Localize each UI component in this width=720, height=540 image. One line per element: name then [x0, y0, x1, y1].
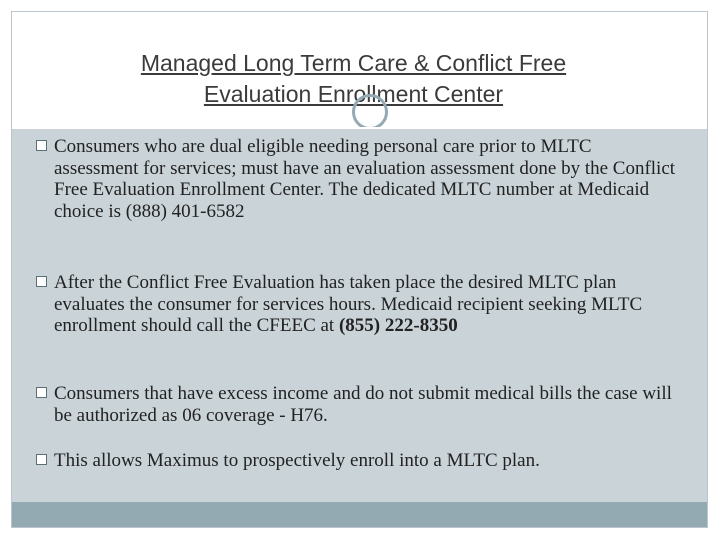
title-line-2: Evaluation Enrollment Center [203, 81, 504, 107]
bullet-text: This allows Maximus to prospectively enroll into a MLTC plan. [54, 450, 540, 471]
bullet-item-1 [36, 136, 676, 222]
title-line-1: Managed Long Term Care & Conflict Free [140, 50, 567, 76]
bullet-text: Consumers that have excess income and do not submit medical bills the case will be authorized as 06 coverage - H76. [54, 383, 672, 426]
title-area [12, 12, 707, 127]
footer-band [12, 502, 707, 527]
bullet-item-4 [36, 450, 676, 472]
checkbox-bullet-icon [36, 276, 47, 287]
checkbox-bullet-icon [36, 454, 47, 465]
decorative-ring [352, 94, 388, 130]
bullet-text: Consumers who are dual eligible needing personal care prior to MLTC assessment for services; must have an evaluation assessment done by the Conflict Free Evaluation Enrollment Center. The dedicated MLTC number at Medicaid choice is (888) 401-6582 [54, 136, 676, 222]
phone-number: (855) 222-8350 [338, 315, 458, 336]
bullet-item-2 [36, 272, 676, 337]
bullet-item-3 [36, 383, 676, 426]
bullet-text: After the Conflict Free Evaluation has taken place the desired MLTC plan evaluates the consumer for services hours. Medicaid recipient seeking MLTC enrollment should call the CFEEC at [54, 272, 643, 336]
checkbox-bullet-icon [36, 387, 47, 398]
slide-title [12, 48, 695, 110]
checkbox-bullet-icon [36, 140, 47, 151]
